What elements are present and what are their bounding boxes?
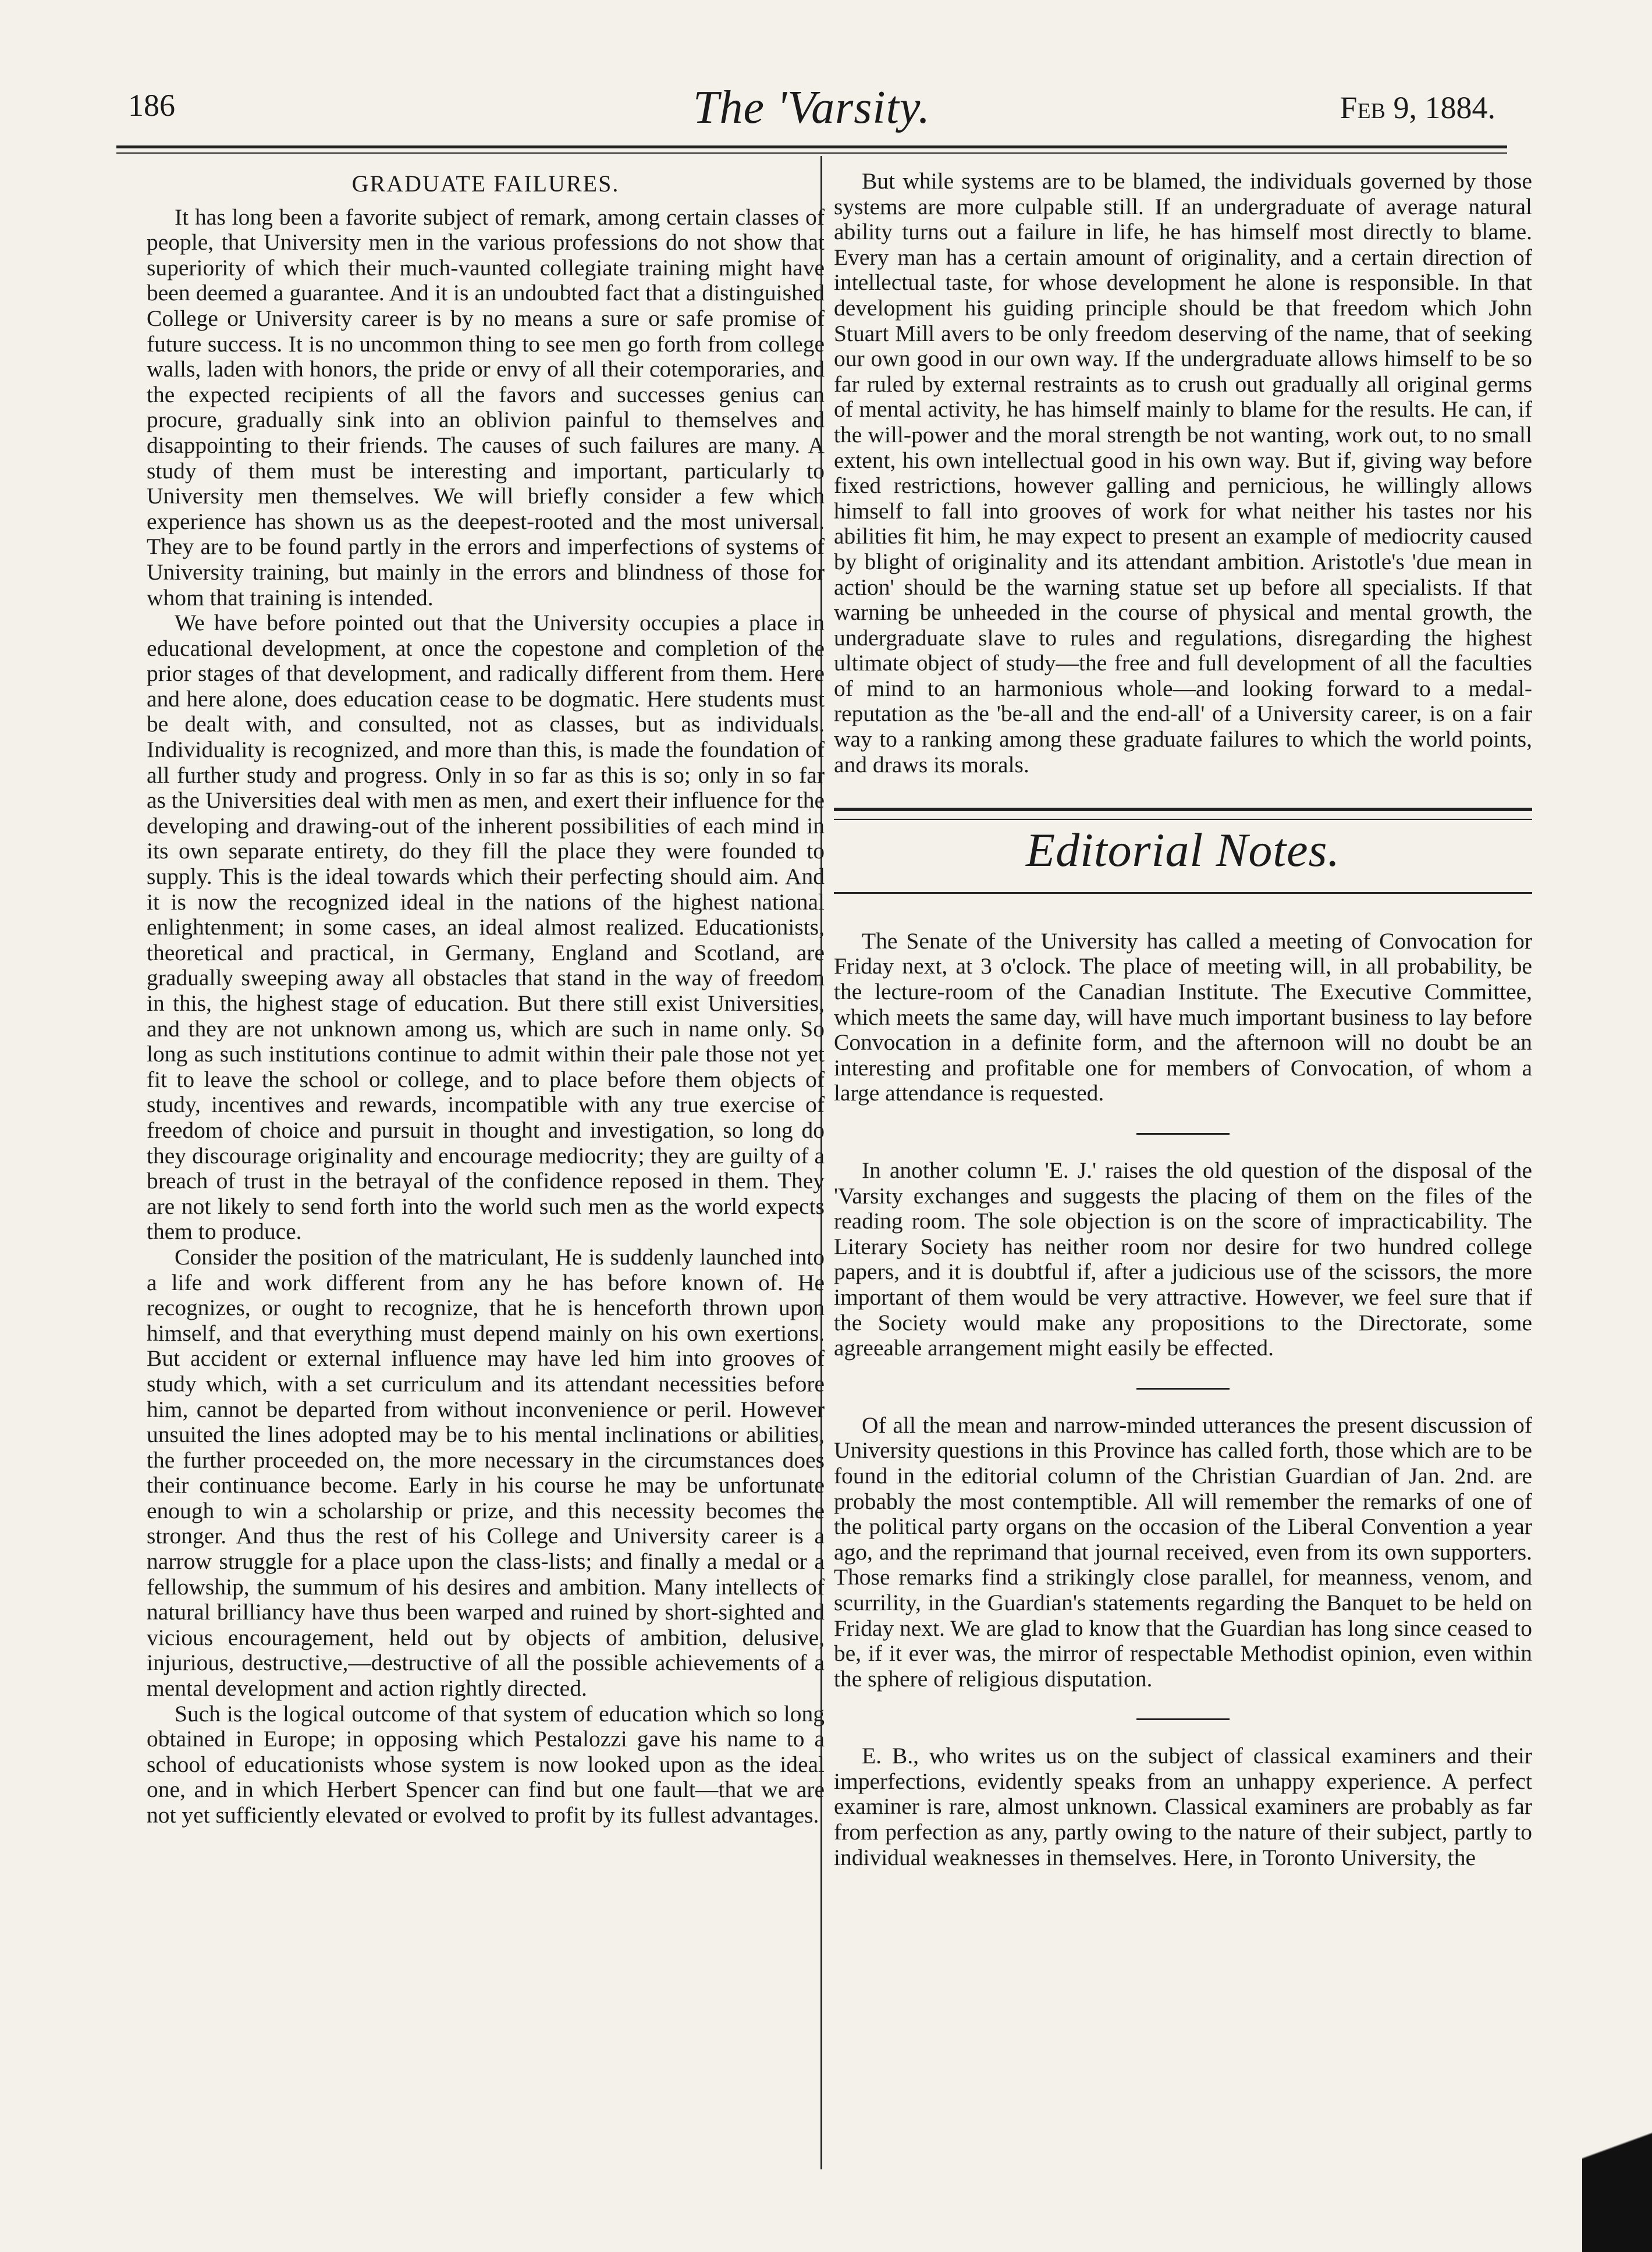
editorial-note bbox=[834, 1158, 1532, 1361]
page-number: 186 bbox=[128, 88, 175, 123]
editorial-note bbox=[834, 1413, 1532, 1692]
note-separator bbox=[1136, 1388, 1230, 1390]
page-header bbox=[116, 76, 1507, 140]
article-heading: GRADUATE FAILURES. bbox=[351, 171, 620, 197]
note-separator bbox=[1136, 1718, 1230, 1720]
editorial-notes-heading: Editorial Notes. bbox=[1026, 823, 1340, 877]
note-text: E. B., who writes us on the subject of classical examiners and their imperfections, evidently speaks from an unhappy experience. A perfect examiner is rare, almost unknown. Classical examiners are probably as far from perfection as any, partly owing to the nature of their subject, partly to individual weaknesses in themselves. Here, in Toronto University, the bbox=[834, 1743, 1532, 1870]
masthead-title: The 'Varsity. bbox=[693, 82, 930, 133]
right-column bbox=[834, 169, 1532, 2171]
editorial-rule-bottom bbox=[834, 892, 1532, 894]
editorial-note bbox=[834, 1743, 1532, 1870]
article-paragraph: We have before pointed out that the University occupies a place in educational development, at once the copestone and completion of the prior stages of that development, and radically different from them. Here and here alone, does education cease to be dogmatic. Here students must be dealt with, and consulted, not as classes, but as individuals. Individuality is recognized, and more than this, is made the foundation of all further study and progress. Only in so far as this is so; only in so far as the Universities deal with men as men, and exert their influence for the developing and drawing-out of the inherent possibilities of each mind in its own separate entirety, do they fill the place they were founded to supply. This is the ideal towards which their perfecting should aim. And it is now the recognized ideal in the nations of the highest national enlightenment; in some cases, an ideal almost realized. Educationists, theoretical and practical, in Germany, England and Scotland, are gradually sweeping away all obstacles that stand in the way of freedom in this, the highest stage of education. But there still exist Universities, and they are not unknown among us, which are such in name only. So long as such institutions continue to admit within their pale those not yet fit to leave the school or college, and to place before them objects of study, incentives and rewards, incompatible with any true exercise of freedom of choice and pursuit in thought and investigation, so long do they discourage originality and encourage mediocrity; they are guilty of a breach of trust in the betrayal of the confidence reposed in them. They are not likely to send forth into the world such men as the world expects them to produce. bbox=[147, 610, 825, 1245]
note-text: The Senate of the University has called a meeting of Convocation for Friday next, at 3 o'clock. The place of meeting will, in all probability, be the lecture-room of the Canadian Institute. The Executive Committee, which meets the same day, will have much important business to lay before Convocation in a definite form, and the afternoon will no doubt be an interesting and profitable one for members of Convocation, of whom a large attendance is requested. bbox=[834, 928, 1532, 1106]
note-separator bbox=[1136, 1133, 1230, 1135]
editorial-rule-top bbox=[834, 808, 1532, 820]
issue-date: Feb 9, 1884. bbox=[1340, 90, 1495, 125]
editorial-note bbox=[834, 929, 1532, 1106]
article-paragraph: Consider the position of the matriculant, He is suddenly launched into a life and work different from any he has before known of. He recognizes, or ought to recognize, that he is henceforth thrown upon himself, and that everything must depend mainly on his own exertions. But accident or external influence may have led him into grooves of study which, with a set curriculum and its attendant necessities before him, cannot be departed from without inconvenience or peril. However unsuited the lines adopted may be to his mental inclinations or abilities, the further proceeded on, the more necessary in the circumstances does their continuance become. Early in his course he may be unfortunate enough to win a scholarship or prize, and this necessity becomes the stronger. And thus the rest of his College and University career is a narrow struggle for a place upon the class-lists; and finally a medal or a fellowship, the summum of his desires and ambition. Many intellects of natural brilliancy have thus been warped and ruined by short-sighted and vicious encouragement, held out by objects of ambition, delusive, injurious, destructive,—destructive of all the possible achievements of a mental development and action rightly directed. bbox=[147, 1244, 825, 1702]
article-paragraph: It has long been a favorite subject of remark, among certain classes of people, that University men in the various professions do not show that superiority of which their much-vaunted collegiate training might have been deemed a guarantee. And it is an undoubted fact that a distinguished College or University career is by no means a sure or safe promise of future success. It is no uncommon thing to see men go forth from college walls, laden with honors, the pride or envy of all their cotemporaries, and the expected recipients of all the favors and successes genius can procure, gradually sink into an oblivion painful to themselves and disappointing to their friends. The causes of such failures are many. A study of them must be interesting and important, particularly to University men themselves. We will briefly consider a few which experience has shown us as the deepest-rooted and the most universal. They are to be found partly in the errors and imperfections of systems of University training, but mainly in the errors and blindness of those for whom that training is intended. bbox=[147, 204, 825, 610]
article-paragraph: Such is the logical outcome of that system of education which so long obtained in Europe; in opposing which Pestalozzi gave his name to a school of educationists whose system is now looked upon as the ideal one, and in which Herbert Spencer can find but one fault—that we are not yet sufficiently elevated or evolved to profit by its fullest advantages. bbox=[147, 1700, 825, 1828]
header-rule bbox=[116, 145, 1507, 154]
left-column bbox=[147, 169, 825, 2171]
page-edge-shadow bbox=[1582, 2077, 1652, 2252]
note-text: Of all the mean and narrow-minded utterances the present discussion of University questions in this Province has called forth, those which are to be found in the editorial column of the Christian Guardian of Jan. 2nd. are probably the most contemptible. All will remember the remarks of one of the political party organs on the occasion of the Liberal Convention a year ago, and the reprimand that journal received, even from its own supporters. Those remarks find a strikingly close parallel, for meanness, venom, and scurrility, in the Guardian's statements regarding the Banquet to be held on Friday next. We are glad to know that the Guardian has long since ceased to be, if it ever was, the mirror of respectable Methodist opinion, even within the sphere of religious disputation. bbox=[834, 1412, 1532, 1692]
article-continuation: But while systems are to be blamed, the individuals governed by those systems are more culpable still. If an undergraduate of average natural ability turns out a failure in life, he has himself most directly to blame. Every man has a certain amount of originality, and a certain direction of intellectual taste, for whose development he alone is responsible. In that development his guiding principle should be that freedom which John Stuart Mill avers to be only freedom deserving of the name, that of seeking our own good in our own way. If the undergraduate allows himself to be so far ruled by external restraints as to crush out gradually all original germs of mental activity, he has himself mainly to blame for the results. He can, if the will-power and the moral strength be not wanting, work out, to no small extent, his own intellectual good in his own way. But if, giving way before fixed restrictions, however galling and pernicious, he willingly allows himself to fall into grooves of work for what neither his tastes nor his abilities fit him, he may expect to present an example of mediocrity caused by blight of originality and its attendant ambition. Aristotle's 'due mean in action' should be the warning statue set up before all specialists. If that warning be unheeded in the course of physical and mental growth, the undergraduate slave to rules and regulations, disregarding the highest ultimate object of study—the free and full development of all the faculties of mind to an harmonious whole—and looking forward to a medal-reputation as the 'be-all and the end-all' of a University career, is on a fair way to a ranking among these graduate failures to which the world points, and draws its morals. bbox=[834, 169, 1532, 777]
note-text: In another column 'E. J.' raises the old question of the disposal of the 'Varsity exchanges and suggests the placing of them on the files of the reading room. The sole objection is on the score of impracticability. The Literary Society has neither room nor desire for two hundred college papers, and it is doubtful if, after a judicious use of the scissors, the more important of them would be very attractive. However, we feel sure that if the Society would make any propositions to the Directorate, some agreeable arrangement might easily be effected. bbox=[834, 1157, 1532, 1361]
